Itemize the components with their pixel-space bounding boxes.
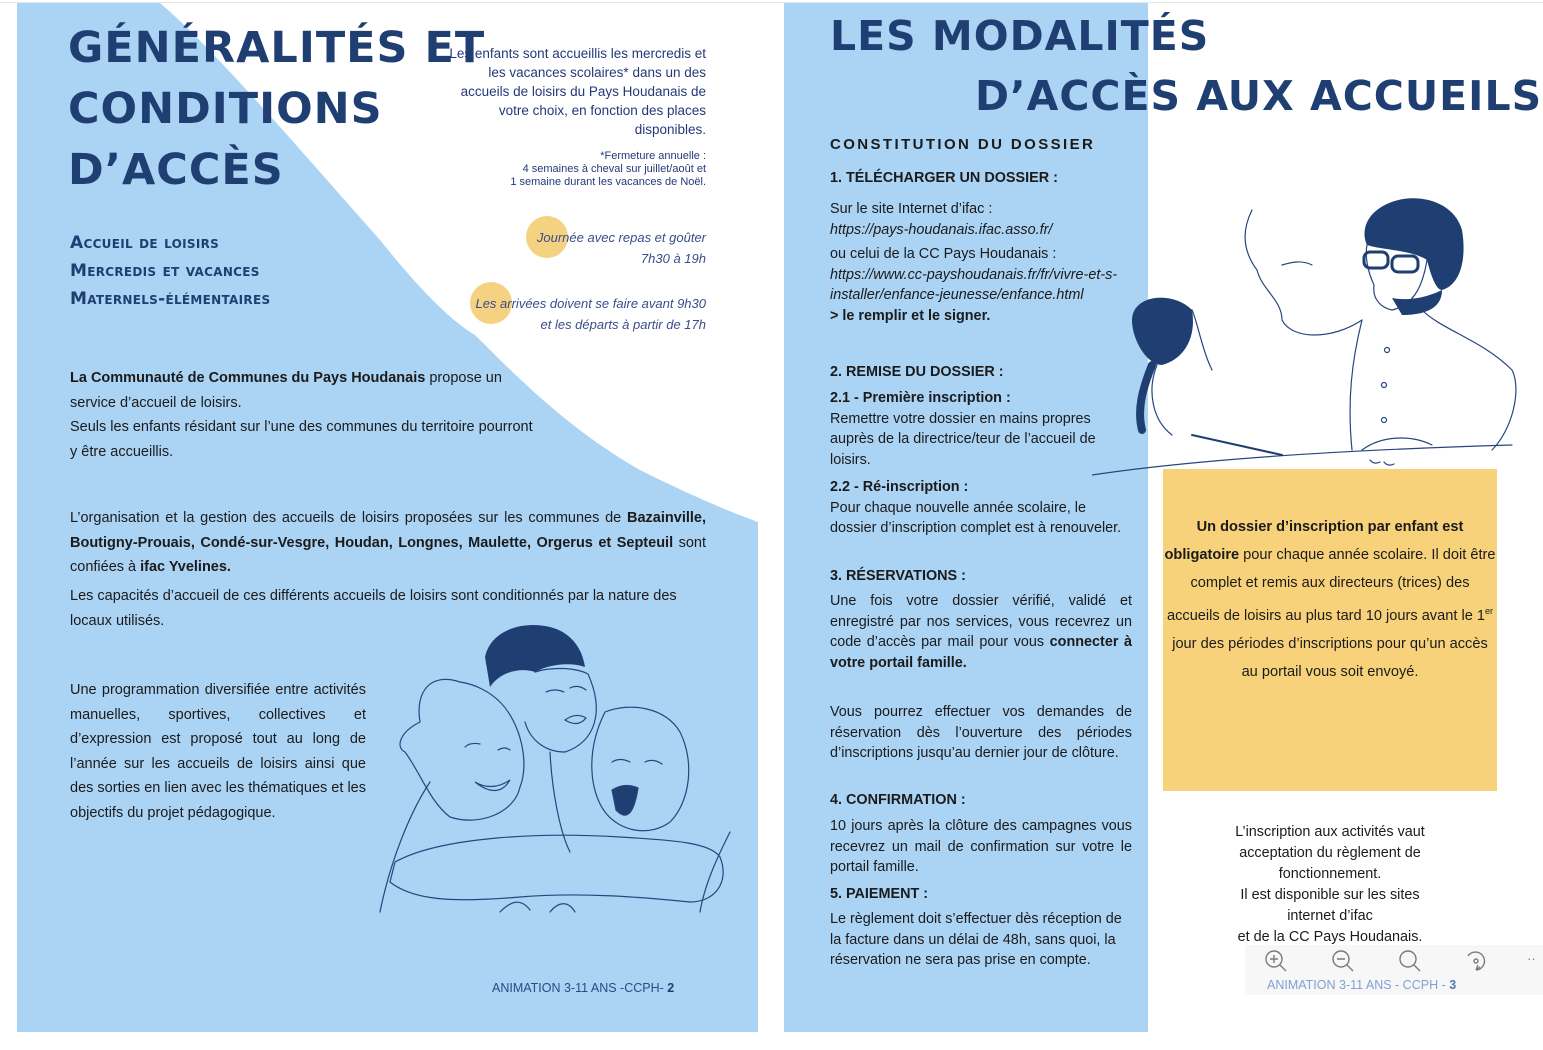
cc-url-link[interactable]: https://www.cc-payshoudanais.fr/fr/vivre-et-s-installer/enfance-jeunesse/enfance.html xyxy=(830,266,1118,303)
more-button[interactable] xyxy=(1527,948,1543,974)
step-body: Une fois votre dossier vérifié, validé et enregistré par nos services, vous recevrez un code d’accès par mail pour vous xyxy=(830,593,1132,650)
left-page-title xyxy=(68,18,488,201)
footer-text: ANIMATION 3-11 ANS -CCPH- xyxy=(492,981,668,995)
fit-page-button[interactable] xyxy=(1397,948,1423,974)
subtitle-line: Maternels-élémentaires xyxy=(70,289,271,309)
rules-note-line: acceptation du règlement de xyxy=(1239,845,1421,861)
step-3-heading xyxy=(830,566,1132,587)
program-paragraph: Une programmation diversifiée entre activités manuelles, sportives, collectives et d’expression est proposé tout au long de l’année sur les accueils de loisirs ainsi que des sorties en lien avec les thématiques et les objectifs du projet pédagogique. xyxy=(70,682,366,821)
zoom-out-button[interactable] xyxy=(1330,948,1356,974)
paragraph-text: propose un service d’accueil de loisirs. xyxy=(70,370,502,411)
right-page-title-line-2: D’ACCÈS AUX ACCUEILS xyxy=(975,72,1543,120)
step-2-heading xyxy=(830,362,1132,383)
step-2-2 xyxy=(830,477,1132,539)
closure-note-line: 1 semaine durant les vacances de Noël. xyxy=(510,176,706,188)
more-icon: ·· xyxy=(1527,951,1536,966)
rotate-icon xyxy=(1463,948,1489,974)
left-page-subtitle xyxy=(70,229,270,313)
hours-line: Journée avec repas et goûter xyxy=(536,230,706,245)
paragraph-text: L’organisation et la gestion des accueils de loisirs proposées sur les communes de xyxy=(70,510,628,526)
right-page-footer xyxy=(1267,978,1456,992)
step-3-body xyxy=(830,591,1132,673)
title-line: GÉNÉRALITÉS ET xyxy=(68,23,486,73)
organisation-name: ifac Yvelines. xyxy=(140,559,231,575)
step-3-body-2: Vous pourrez effectuer vos demandes de réservation dès l’ouverture des périodes d’inscriptions jusqu’au dernier jour de clôture. xyxy=(830,704,1132,761)
hours-line: et les départs à partir de 17h xyxy=(540,317,706,332)
step-1-body xyxy=(830,199,1132,326)
step-body: Remettre votre dossier en mains propres auprès de la directrice/teur de l’accueil de loisirs. xyxy=(830,410,1096,468)
rules-note-line: L’inscription aux activités vaut xyxy=(1235,824,1425,840)
rotate-button[interactable] xyxy=(1463,948,1489,974)
heading-text: 1. TÉLÉCHARGER UN DOSSIER : xyxy=(830,170,1058,186)
step-2-1 xyxy=(830,388,1132,470)
heading-text: 4. CONFIRMATION : xyxy=(830,792,966,808)
step-5-body: Le règlement doit s’effectuer dès réception de la facture dans un délai de 48h, sans quoi, la réservation ne sera pas prise en compte. xyxy=(830,911,1122,968)
zoom-in-button[interactable] xyxy=(1263,948,1289,974)
heading-text: 3. RÉSERVATIONS : xyxy=(830,568,966,584)
section-title: CONSTITUTION DU DOSSIER xyxy=(830,136,1096,153)
intro-text: Les enfants sont accueillis les mercredis et les vacances scolaires* dans un des accueils de loisirs du Pays Houdanais de votre choix, en fonction des places disponibles. xyxy=(449,46,706,137)
closure-note xyxy=(446,150,706,189)
ifac-label: Sur le site Internet d’ifac : xyxy=(830,201,993,217)
heading-text: 2. REMISE DU DOSSIER : xyxy=(830,364,1004,380)
cc-label: ou celui de la CC Pays Houdanais : xyxy=(830,246,1057,262)
teacher-high-five-illustration xyxy=(1092,190,1532,480)
subtitle-line: Accueil de loisirs xyxy=(70,233,220,253)
left-page xyxy=(0,0,770,1050)
footer-text: ANIMATION 3-11 ANS - CCPH - xyxy=(1267,978,1450,992)
ccph-name: La Communauté de Communes du Pays Houdanais xyxy=(70,370,426,386)
rules-note-line: internet d’ifac xyxy=(1287,908,1373,924)
rules-note-line: et de la CC Pays Houdanais. xyxy=(1237,929,1423,945)
arrival-departure-hours xyxy=(475,293,706,335)
capacity-paragraph: Les capacités d’accueil de ces différents accueils de loisirs sont conditionnés par la nature des locaux utilisés. xyxy=(70,588,677,629)
title-line: CONDITIONS xyxy=(68,84,383,134)
communes-list: Bazainville, Boutigny-Prouais, Condé-sur-Vesgre, Houdan, Longnes, Maulette, Orgerus et Septeuil xyxy=(70,510,706,551)
closure-note-label: *Fermeture annuelle : xyxy=(600,150,706,162)
step-5-heading xyxy=(830,884,1132,905)
step-body: Pour chaque nouvelle année scolaire, le dossier d’inscription complet est à renouveler. xyxy=(830,499,1122,536)
zoom-in-icon xyxy=(1263,948,1289,974)
paragraph-text: Seuls les enfants résidant sur l’une des communes du territoire pourront y être accueillis. xyxy=(70,419,533,460)
ifac-url-link[interactable]: https://pays-houdanais.ifac.asso.fr/ xyxy=(830,221,1053,238)
registration-notice-box xyxy=(1163,469,1497,791)
hours-line: Les arrivées doivent se faire avant 9h30 xyxy=(475,296,706,311)
magnifier-icon xyxy=(1397,948,1423,974)
page-number: 3 xyxy=(1449,978,1457,992)
notice-body: jour des périodes d’inscriptions pour qu’un accès au portail vous soit envoyé. xyxy=(1172,635,1488,680)
zoom-out-icon xyxy=(1330,948,1356,974)
step-4-heading xyxy=(830,790,1132,811)
ccph-paragraph xyxy=(70,366,540,464)
subtitle-line: Mercredis et vacances xyxy=(70,261,260,281)
notice-text xyxy=(1163,513,1497,686)
step-1-heading xyxy=(830,168,1132,189)
ordinal-suffix: er xyxy=(1484,606,1493,616)
opening-hours xyxy=(537,227,706,269)
portal-emphasis: connecter à votre portail famille. xyxy=(830,634,1132,671)
subheading: 2.2 - Ré-inscription : xyxy=(830,479,969,495)
notice-emphasis: Un dossier d’inscription par enfant est obligatoire xyxy=(1164,519,1464,563)
notice-body: pour chaque année scolaire. Il doit être complet et remis aux directeurs (trices) des accueils de loisirs au plus tard 10 jours avant le 1 xyxy=(1166,547,1496,624)
subheading: 2.1 - Première inscription : xyxy=(830,390,1011,406)
heading-text: 5. PAIEMENT : xyxy=(830,886,929,902)
hours-line: 7h30 à 19h xyxy=(640,251,706,266)
left-page-footer xyxy=(492,981,674,995)
organisation-paragraph xyxy=(70,506,706,580)
rules-note xyxy=(1190,822,1470,948)
children-hugging-illustration xyxy=(320,612,760,932)
rules-note-line: fonctionnement. xyxy=(1278,866,1382,882)
step-1-action: > le remplir et le signer. xyxy=(830,307,991,324)
page-number: 2 xyxy=(667,981,675,995)
title-line: D’ACCÈS xyxy=(68,145,284,195)
paragraph-text: sont confiées à xyxy=(70,534,706,575)
step-4-body: 10 jours après la clôture des campagnes vous recevrez un mail de confirmation sur votre le portail famille. xyxy=(830,818,1132,875)
right-page-title-line-1: LES MODALITÉS xyxy=(830,12,1210,60)
rules-note-line: Il est disponible sur les sites xyxy=(1240,887,1420,903)
closure-note-line: 4 semaines à cheval sur juillet/août et xyxy=(522,163,706,175)
